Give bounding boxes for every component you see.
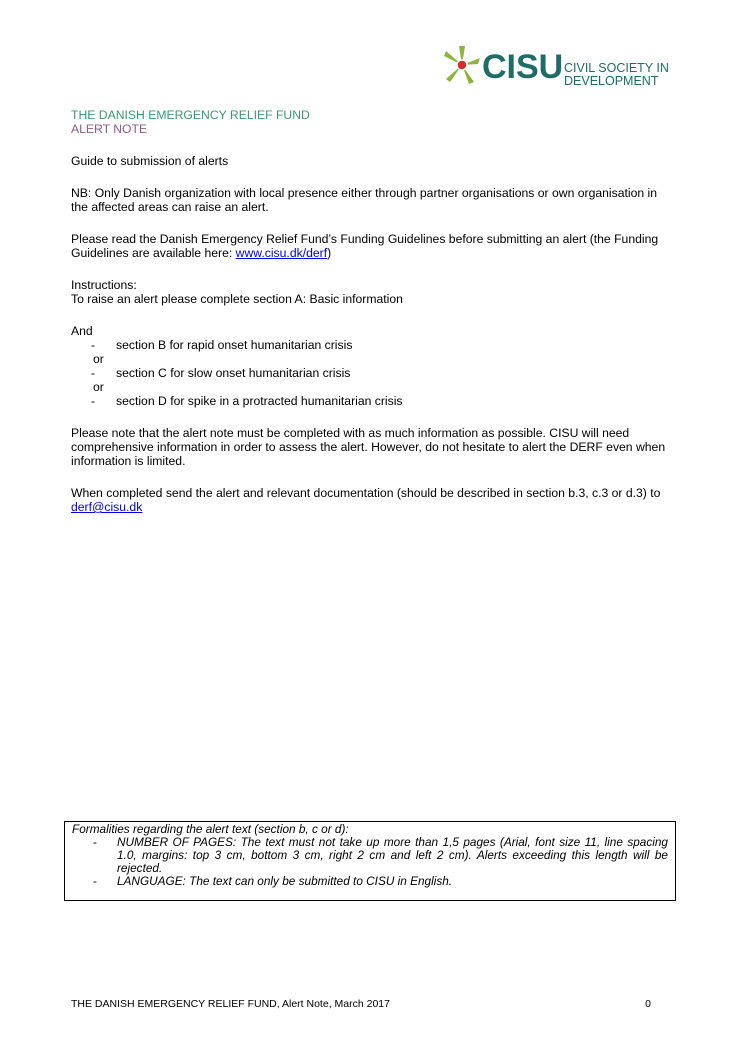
list-item: - LANGUAGE: The text can only be submitted to CISU in English. bbox=[93, 874, 453, 888]
logo-tagline bbox=[564, 62, 669, 88]
list-item: - section C for slow onset humanitarian crisis bbox=[91, 366, 351, 380]
instructions-title: Instructions: bbox=[71, 278, 137, 292]
send-paragraph bbox=[71, 486, 671, 514]
logo-tagline-line2: DEVELOPMENT bbox=[564, 74, 659, 88]
note-paragraph: Please note that the alert note must be completed with as much information as possible. CISU will need comprehensive information in order to assess the alert. However, do not hesitate to alert the DERF even when information is limited. bbox=[71, 426, 666, 468]
language-rule: LANGUAGE: The text can only be submitted to CISU in English. bbox=[117, 874, 453, 888]
pages-rule: NUMBER OF PAGES: The text must not take up more than 1,5 pages (Arial, font size 11, line spacing 1.0, margins: top 3 cm, bottom 3 cm, right 2 cm and left 2 cm). Alerts exceeding this length will be rejected. bbox=[117, 835, 668, 875]
or-label: or bbox=[93, 380, 104, 394]
derf-link[interactable]: www.cisu.dk/derf bbox=[235, 246, 328, 260]
formalities-box bbox=[64, 821, 676, 901]
logo-tagline-line1: CIVIL SOCIETY IN bbox=[564, 61, 669, 75]
list-item: - section B for rapid onset humanitarian crisis bbox=[91, 338, 353, 352]
send-text: When completed send the alert and relevant documentation (should be described in section b.3, c.3 or d.3) to bbox=[71, 486, 661, 500]
org-title: THE DANISH EMERGENCY RELIEF FUND bbox=[71, 108, 310, 122]
email-link[interactable]: derf@cisu.dk bbox=[71, 500, 143, 514]
read-text: Please read the Danish Emergency Relief Fund’s Funding Guidelines before submitting an alert (the Funding Guidelines are available here: bbox=[71, 232, 659, 260]
star-logo-icon bbox=[442, 44, 482, 86]
list-item: - section D for spike in a protracted humanitarian crisis bbox=[91, 394, 403, 408]
formalities-title: Formalities regarding the alert text (section b, c or d): bbox=[72, 822, 349, 836]
page-number: 0 bbox=[645, 998, 651, 1010]
option-c: section C for slow onset humanitarian crisis bbox=[116, 366, 351, 380]
page-footer bbox=[71, 998, 651, 1010]
logo-wordmark: CISU bbox=[482, 48, 564, 86]
cisu-logo bbox=[442, 44, 682, 90]
funding-guidelines-paragraph bbox=[71, 232, 671, 260]
option-d: section D for spike in a protracted humanitarian crisis bbox=[116, 394, 403, 408]
document-body bbox=[71, 108, 671, 532]
nb-paragraph: NB: Only Danish organization with local presence either through partner organisations or own organisation in the affected areas can raise an alert. bbox=[71, 186, 658, 214]
footer-text: THE DANISH EMERGENCY RELIEF FUND, Alert Note, March 2017 bbox=[71, 998, 390, 1010]
or-label: or bbox=[93, 352, 104, 366]
option-b: section B for rapid onset humanitarian crisis bbox=[116, 338, 353, 352]
guide-heading: Guide to submission of alerts bbox=[71, 154, 229, 168]
document-subtitle: ALERT NOTE bbox=[71, 122, 148, 136]
read-close: ) bbox=[327, 246, 332, 260]
list-item: - NUMBER OF PAGES: The text must not take up more than 1,5 pages (Arial, font size 11, line spacing 1.0, margins: top 3 cm, bottom 3 cm, right 2 cm and left 2 cm). Alerts exceeding this length will be rejected. bbox=[93, 835, 668, 875]
and-label: And bbox=[71, 324, 93, 338]
instructions-text: To raise an alert please complete section A: Basic information bbox=[71, 292, 403, 306]
